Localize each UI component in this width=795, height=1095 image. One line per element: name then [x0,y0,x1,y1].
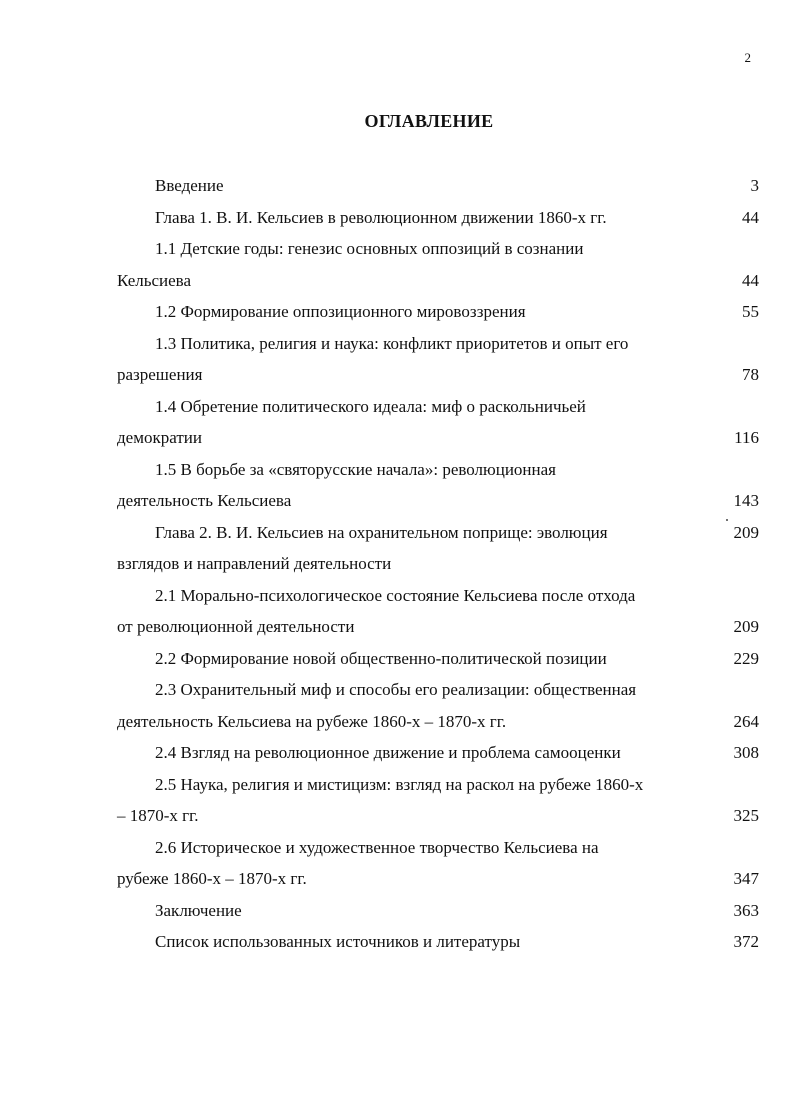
toc-entry-title: 2.2 Формирование новой общественно-политической позиции [155,648,607,668]
scan-speck [726,519,728,521]
toc-entry [0,296,795,328]
toc-entry-title: 2.4 Взгляд на революционное движение и проблема самооценки [155,743,621,762]
table-of-contents [0,170,795,958]
toc-entry-title: 1.4 Обретение политического идеала: миф о раскольничьей [155,396,586,416]
toc-entry [0,580,795,643]
toc-entry [0,454,795,517]
toc-entry [0,391,795,454]
toc-entry [0,832,795,895]
toc-entry-title: 1.3 Политика, религия и наука: конфликт приоритетов и опыт его [155,333,629,353]
toc-entry-title-continued: рубеже 1860-х – 1870-х гг. [117,869,307,888]
toc-entry-title: 1.1 Детские годы: генезис основных оппозиций в сознании [155,239,584,258]
toc-entry-title: 1.5 В борьбе за «святорусские начала»: революционная [155,459,556,479]
toc-entry-title-continued: деятельность Кельсиева [117,491,292,510]
toc-page-number: 325 [733,806,759,825]
toc-entry [0,674,795,737]
toc-page-number: 229 [733,648,759,668]
page-number: 2 [744,50,751,65]
toc-page-number: 209 [733,522,759,542]
toc-entry-title: Введение [155,176,224,195]
toc-entry-title-continued: разрешения [117,365,203,384]
toc-entry-title: Глава 1. В. И. Кельсиев в революционном движении 1860-х гг. [155,207,607,227]
toc-entry-title-continued: Кельсиева [117,270,192,290]
toc-entry [0,170,795,202]
toc-entry [0,643,795,675]
toc-entry-title: 2.3 Охранительный миф и способы его реализации: общественная [155,680,637,699]
toc-page-number: 44 [742,270,759,290]
toc-page-number: 308 [733,743,759,762]
toc-page-number: 116 [734,428,759,447]
toc-entry-title: 2.5 Наука, религия и мистицизм: взгляд на раскол на рубеже 1860-х [155,774,644,794]
toc-entry-title-continued: демократии [117,428,202,447]
toc-page-number: 143 [733,491,759,510]
toc-page-number: 78 [742,365,759,384]
toc-entry [0,895,795,927]
toc-entry [0,328,795,391]
toc-page-number: 372 [733,932,759,951]
toc-page-number: 363 [733,900,759,920]
toc-entry-title: 1.2 Формирование оппозиционного мировоззрения [155,302,526,321]
toc-entry-title: Заключение [155,900,242,920]
toc-entry-title: Список использованных источников и литературы [155,932,521,951]
toc-entry-title: 2.6 Историческое и художественное творчество Кельсиева на [155,837,599,857]
toc-entry-title: Глава 2. В. И. Кельсиев на охранительном поприще: эволюция [155,522,608,542]
toc-entry [0,517,795,580]
toc-entry-title-continued: деятельность Кельсиева на рубеже 1860-х – 1870-х гг. [117,711,507,731]
toc-entry [0,233,795,296]
table-of-contents-title: ОГЛАВЛЕНИЕ [364,111,494,131]
toc-page-number: 55 [742,302,759,321]
toc-page-number: 3 [750,176,759,195]
toc-entry [0,769,795,832]
toc-entry [0,926,795,958]
toc-entry-title-continued: от революционной деятельности [117,617,355,636]
toc-page-number: 44 [742,207,759,227]
toc-page-number: 264 [733,711,759,731]
toc-entry [0,202,795,234]
toc-page-number: 347 [733,869,759,888]
toc-entry-title-continued: – 1870-х гг. [117,806,199,825]
toc-entry [0,737,795,769]
toc-entry-title: 2.1 Морально-психологическое состояние Кельсиева после отхода [155,585,636,605]
toc-page-number: 209 [733,617,759,636]
toc-entry-title-continued: взглядов и направлений деятельности [117,554,392,573]
